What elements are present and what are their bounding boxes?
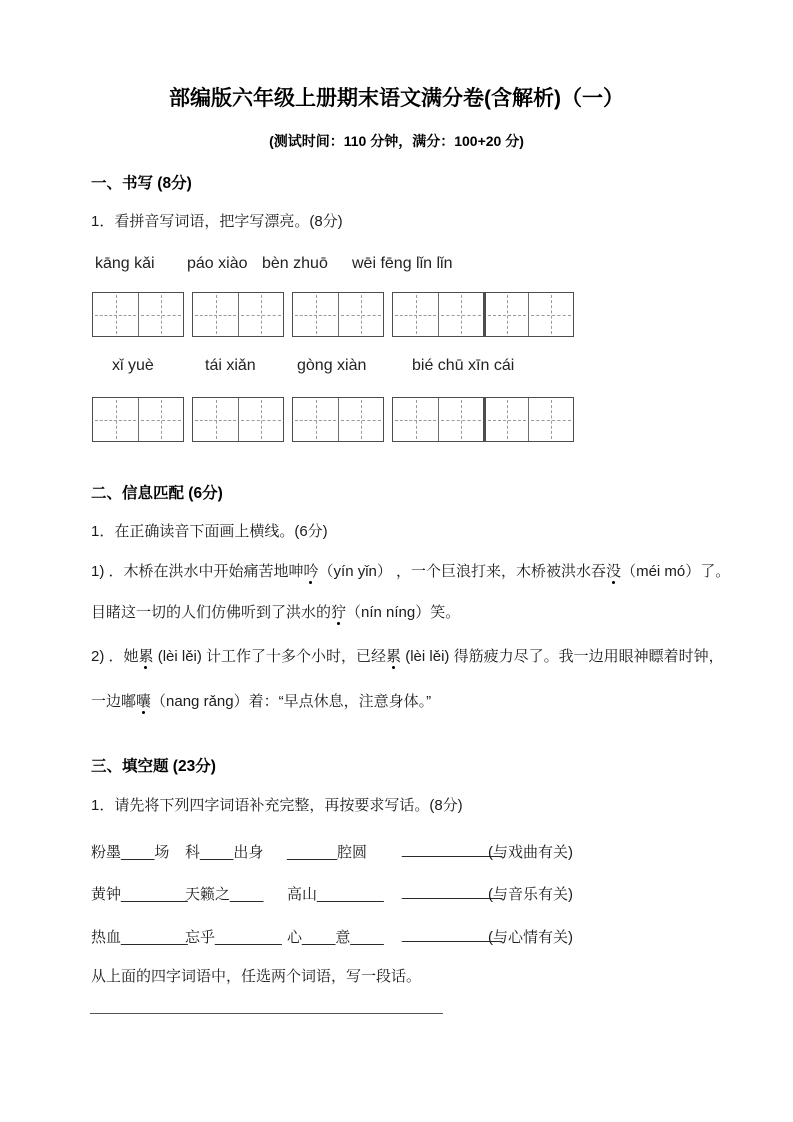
writing-grid-cell bbox=[138, 398, 183, 441]
answer-line bbox=[90, 1013, 443, 1014]
writing-grid-group bbox=[192, 397, 284, 442]
emphasized-character: 没 bbox=[606, 560, 621, 581]
section3-writing-prompt: 从上面的四字词语中，任选两个词语，写一段话。 bbox=[91, 968, 422, 985]
idiom-blank: ____________ bbox=[402, 883, 503, 900]
writing-grid-group bbox=[192, 292, 284, 337]
text-run: (lèi lěi) 计工作了十多个小时，已经 bbox=[153, 648, 387, 665]
writing-grid-group bbox=[292, 292, 384, 337]
text-run: 2) ．她 bbox=[91, 648, 139, 665]
writing-grid-group bbox=[92, 397, 184, 442]
writing-grid-cell bbox=[293, 293, 338, 336]
idiom-category-label: (与戏曲有关) bbox=[488, 844, 573, 861]
idiom-blank: 心____意____ bbox=[287, 929, 384, 946]
writing-grid-cell bbox=[338, 398, 383, 441]
idiom-blank: 天籁之____ bbox=[185, 886, 264, 903]
idiom-blank: 忘乎________ bbox=[185, 929, 282, 946]
idiom-fill-row-2 bbox=[0, 883, 793, 905]
writing-grid-cell bbox=[483, 398, 528, 441]
idiom-category-label: (与音乐有关) bbox=[488, 886, 573, 903]
text-run: （nang rǎng）着：“早点休息，注意身体。” bbox=[151, 693, 432, 710]
idiom-blank: ____________ bbox=[402, 841, 503, 858]
pinyin-row-2 bbox=[0, 357, 793, 379]
section1-heading: 一、书写 (8分) bbox=[91, 175, 192, 192]
section2-sentence-2b bbox=[91, 690, 431, 711]
text-run: 1) ．木桥在洪水中开始痛苦地呻 bbox=[91, 563, 304, 580]
pinyin-word: bèn zhuō bbox=[262, 255, 328, 272]
writing-grid-group bbox=[92, 292, 184, 337]
writing-grid-cell bbox=[393, 398, 438, 441]
writing-grid-cell bbox=[338, 293, 383, 336]
pinyin-word: páo xiào bbox=[187, 255, 248, 272]
pinyin-word: gòng xiàn bbox=[297, 357, 367, 374]
writing-grid-cell bbox=[193, 398, 238, 441]
emphasized-character: 累 bbox=[139, 645, 154, 666]
text-run: (lèi lěi) 得筋疲力尽了。我一边用眼神瞟着时钟， bbox=[401, 648, 724, 665]
writing-grid-cell bbox=[238, 398, 283, 441]
writing-grid-cell bbox=[528, 398, 573, 441]
idiom-blank: 粉墨____场 bbox=[91, 844, 170, 861]
writing-grid-cell bbox=[238, 293, 283, 336]
idiom-fill-row-3 bbox=[0, 926, 793, 948]
pinyin-word: kāng kǎi bbox=[95, 255, 155, 272]
page-title: 部编版六年级上册期末语文满分卷(含解析)（一） bbox=[169, 87, 624, 110]
writing-grid-group bbox=[392, 292, 574, 337]
idiom-blank: 科____出身 bbox=[185, 844, 264, 861]
writing-grid-cell bbox=[293, 398, 338, 441]
emphasized-character: 累 bbox=[386, 645, 401, 666]
section3-question1: 1．请先将下列四字词语补充完整，再按要求写话。(8分) bbox=[91, 797, 463, 814]
idiom-blank: 高山________ bbox=[287, 886, 384, 903]
section2-heading: 二、信息匹配 (6分) bbox=[91, 485, 223, 502]
idiom-blank: ____________ bbox=[402, 926, 503, 943]
idiom-fill-row-1 bbox=[0, 841, 793, 863]
section2-sentence-2 bbox=[91, 645, 724, 666]
writing-grid-cell bbox=[93, 398, 138, 441]
idiom-blank: 热血________ bbox=[91, 929, 188, 946]
emphasized-character: 吟 bbox=[304, 560, 319, 581]
section2-sentence-1 bbox=[91, 560, 730, 581]
writing-grid-row-1 bbox=[92, 292, 574, 337]
pinyin-word: wēi fēng lǐn lǐn bbox=[352, 255, 453, 272]
emphasized-character: 囔 bbox=[136, 690, 151, 711]
writing-grid-group bbox=[292, 397, 384, 442]
writing-grid-cell bbox=[528, 293, 573, 336]
pinyin-word: tái xiǎn bbox=[205, 357, 256, 374]
writing-grid-cell bbox=[93, 293, 138, 336]
text-run: （yín yǐn） ，一个巨浪打来，木桥被洪水吞 bbox=[318, 563, 607, 580]
pinyin-word: xǐ yuè bbox=[112, 357, 154, 374]
idiom-category-label: (与心情有关) bbox=[488, 929, 573, 946]
writing-grid-cell bbox=[138, 293, 183, 336]
text-run: （méi mó）了。 bbox=[621, 563, 731, 580]
writing-grid-cell bbox=[438, 398, 483, 441]
idiom-blank: ______腔圆 bbox=[287, 844, 368, 861]
page-subtitle: (测试时间：110 分钟，满分：100+20 分) bbox=[269, 133, 524, 149]
writing-grid-cell bbox=[193, 293, 238, 336]
emphasized-character: 狞 bbox=[331, 601, 346, 622]
text-run: 一边嘟 bbox=[91, 693, 137, 710]
text-run: （nín níng）笑。 bbox=[346, 604, 461, 621]
section2-sentence-1b bbox=[91, 601, 460, 622]
section2-question1: 1．在正确读音下面画上横线。(6分) bbox=[91, 523, 328, 540]
pinyin-word: bié chū xīn cái bbox=[412, 357, 515, 374]
writing-grid-cell bbox=[483, 293, 528, 336]
idiom-blank: 黄钟________ bbox=[91, 886, 188, 903]
pinyin-row-1 bbox=[0, 255, 793, 277]
section3-heading: 三、填空题 (23分) bbox=[91, 758, 216, 775]
writing-grid-cell bbox=[438, 293, 483, 336]
writing-grid-cell bbox=[393, 293, 438, 336]
writing-grid-group bbox=[392, 397, 574, 442]
section1-question1: 1．看拼音写词语，把字写漂亮。(8分) bbox=[91, 213, 343, 230]
writing-grid-row-2 bbox=[92, 397, 574, 442]
text-run: 目睹这一切的人们仿佛听到了洪水的 bbox=[91, 604, 332, 621]
